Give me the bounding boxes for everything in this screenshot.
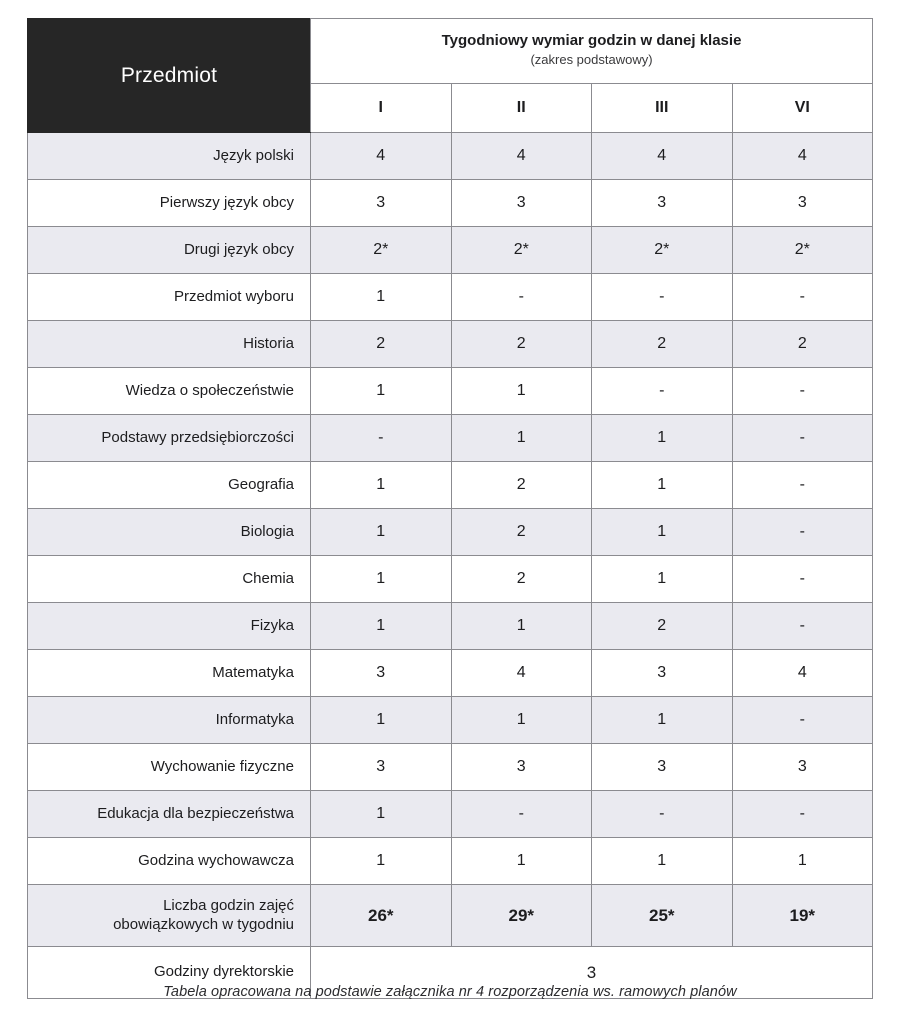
total-label-line1: Liczba godzin zajęć [163, 896, 294, 914]
hours-cell: - [732, 603, 873, 650]
hours-cell: 1 [311, 791, 452, 838]
hours-cell: 3 [451, 744, 592, 791]
hours-cell: 4 [451, 133, 592, 180]
total-hours-cell: 26* [311, 885, 452, 947]
hours-cell: 4 [592, 133, 733, 180]
header-group-title [311, 19, 873, 84]
table-row [28, 180, 873, 227]
total-hours-cell: 25* [592, 885, 733, 947]
table-row [28, 274, 873, 321]
hours-cell: 2 [451, 462, 592, 509]
subject-label: Wychowanie fizyczne [28, 744, 311, 791]
table-row [28, 697, 873, 744]
hours-cell: 4 [451, 650, 592, 697]
hours-cell: - [732, 462, 873, 509]
table-row [28, 791, 873, 838]
hours-cell: 1 [311, 603, 452, 650]
subject-label: Fizyka [28, 603, 311, 650]
subject-label: Informatyka [28, 697, 311, 744]
subject-label: Chemia [28, 556, 311, 603]
hours-cell: 1 [451, 838, 592, 885]
hours-cell: - [592, 274, 733, 321]
table-row [28, 556, 873, 603]
subject-label: Drugi język obcy [28, 227, 311, 274]
weekly-hours-table [27, 18, 873, 999]
hours-cell: - [732, 274, 873, 321]
hours-cell: 2 [451, 321, 592, 368]
table-row [28, 509, 873, 556]
hours-cell: 3 [311, 744, 452, 791]
subject-label: Biologia [28, 509, 311, 556]
table-row [28, 133, 873, 180]
header-class-3: III [592, 84, 733, 133]
hours-cell: 1 [451, 603, 592, 650]
total-label-line2: obowiązkowych w tygodniu [113, 915, 294, 933]
table-row [28, 415, 873, 462]
hours-cell: 4 [732, 650, 873, 697]
hours-cell: 2 [451, 509, 592, 556]
hours-cell: 1 [311, 838, 452, 885]
table-row [28, 838, 873, 885]
table-row [28, 462, 873, 509]
subject-label: Podstawy przedsiębiorczości [28, 415, 311, 462]
total-hours-cell: 29* [451, 885, 592, 947]
timetable-container [27, 18, 872, 999]
hours-cell: - [732, 697, 873, 744]
header-group-title-main: Tygodniowy wymiar godzin w danej klasie [441, 32, 742, 50]
hours-cell: 3 [732, 180, 873, 227]
hours-cell: - [732, 415, 873, 462]
hours-cell: 1 [592, 838, 733, 885]
total-label [28, 885, 311, 947]
hours-cell: 1 [592, 415, 733, 462]
hours-cell: 1 [311, 368, 452, 415]
hours-cell: 1 [592, 697, 733, 744]
hours-cell: - [732, 368, 873, 415]
hours-cell: 2 [451, 556, 592, 603]
hours-cell: 3 [592, 180, 733, 227]
hours-cell: 3 [592, 650, 733, 697]
hours-cell: 1 [311, 462, 452, 509]
hours-cell: - [592, 791, 733, 838]
table-row [28, 744, 873, 791]
table-row-total [28, 885, 873, 947]
table-head [28, 19, 873, 133]
hours-cell: 1 [311, 697, 452, 744]
hours-cell: 2* [732, 227, 873, 274]
hours-cell: - [311, 415, 452, 462]
hours-cell: 3 [451, 180, 592, 227]
header-class-2: II [451, 84, 592, 133]
hours-cell: 1 [311, 509, 452, 556]
hours-cell: - [732, 509, 873, 556]
hours-cell: 3 [732, 744, 873, 791]
subject-label: Geografia [28, 462, 311, 509]
hours-cell: 2 [592, 321, 733, 368]
hours-cell: 1 [451, 368, 592, 415]
hours-cell: 1 [311, 556, 452, 603]
table-row [28, 650, 873, 697]
hours-cell: - [451, 791, 592, 838]
table-row [28, 321, 873, 368]
hours-cell: 1 [451, 415, 592, 462]
hours-cell: 1 [311, 274, 452, 321]
table-body [28, 133, 873, 999]
table-source-note: Tabela opracowana na podstawie załącznika nr 4 rozporządzenia ws. ramowych planów [163, 984, 737, 1000]
total-hours-cell: 19* [732, 885, 873, 947]
header-group-title-sub: (zakres podstawowy) [530, 52, 653, 68]
hours-cell: - [451, 274, 592, 321]
subject-label: Przedmiot wyboru [28, 274, 311, 321]
table-row [28, 603, 873, 650]
header-class-1: I [311, 84, 452, 133]
header-row-title [28, 19, 873, 84]
hours-cell: 1 [592, 462, 733, 509]
header-subject: Przedmiot [28, 19, 311, 133]
hours-cell: 1 [451, 697, 592, 744]
hours-cell: 2 [592, 603, 733, 650]
table-row [28, 227, 873, 274]
director-hours-label: Godziny dyrektorskie [28, 947, 311, 999]
table-row [28, 368, 873, 415]
subject-label: Wiedza o społeczeństwie [28, 368, 311, 415]
hours-cell: 2 [311, 321, 452, 368]
hours-cell: - [732, 556, 873, 603]
hours-cell: 4 [311, 133, 452, 180]
director-hours-value: 3 [311, 947, 873, 999]
hours-cell: - [592, 368, 733, 415]
subject-label: Godzina wychowawcza [28, 838, 311, 885]
hours-cell: 2* [451, 227, 592, 274]
hours-cell: 3 [311, 180, 452, 227]
hours-cell: 2* [311, 227, 452, 274]
subject-label: Edukacja dla bezpieczeństwa [28, 791, 311, 838]
subject-label: Język polski [28, 133, 311, 180]
header-class-4: VI [732, 84, 873, 133]
subject-label: Matematyka [28, 650, 311, 697]
subject-label: Pierwszy język obcy [28, 180, 311, 227]
hours-cell: - [732, 791, 873, 838]
subject-label: Historia [28, 321, 311, 368]
hours-cell: 2* [592, 227, 733, 274]
hours-cell: 1 [732, 838, 873, 885]
hours-cell: 2 [732, 321, 873, 368]
hours-cell: 1 [592, 509, 733, 556]
hours-cell: 1 [592, 556, 733, 603]
hours-cell: 3 [311, 650, 452, 697]
hours-cell: 4 [732, 133, 873, 180]
hours-cell: 3 [592, 744, 733, 791]
